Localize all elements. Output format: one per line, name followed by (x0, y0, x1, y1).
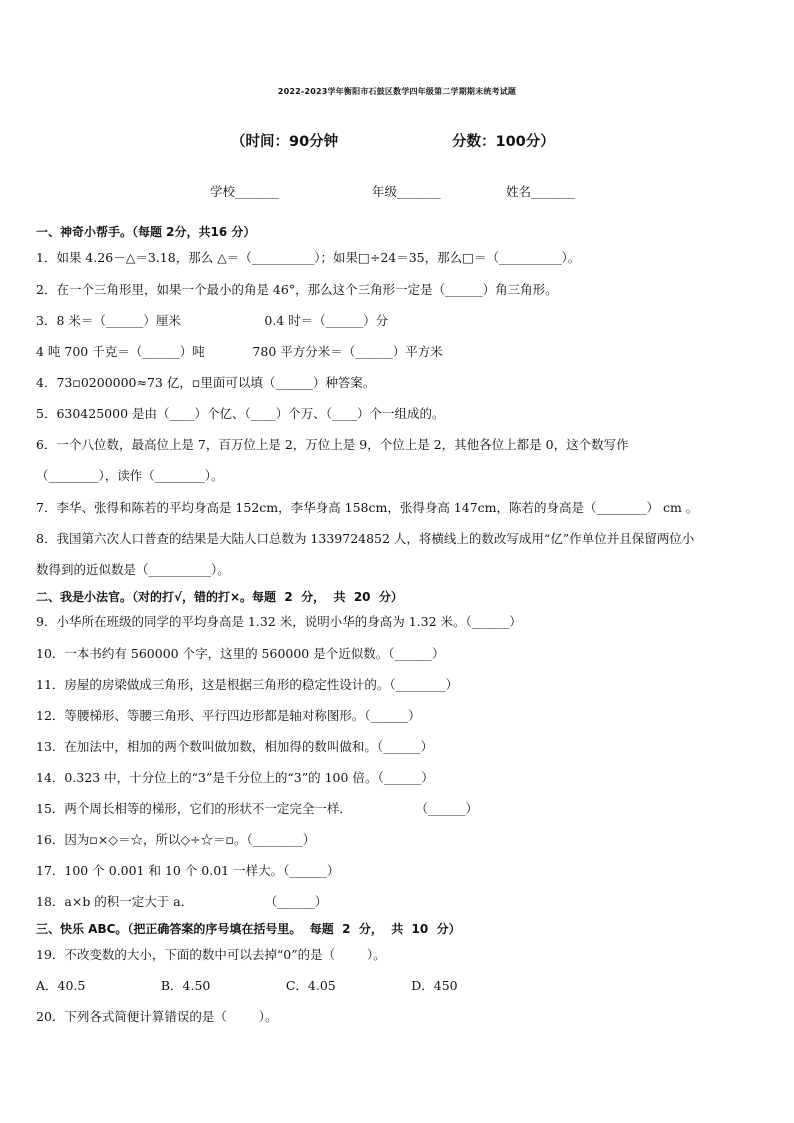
grade-field[interactable]: 年级_______ (372, 184, 441, 199)
exam-time: （时间：90分钟 (231, 134, 339, 150)
question-13: 13．在加法中，相加的两个数叫做加数，相加得的数叫做和。（______） (36, 739, 434, 754)
question-3: 3．8 米＝（______）厘米 0.4 时＝（______）分 (36, 313, 389, 328)
question-8-cont: 数得到的近似数是（__________）。 (36, 562, 230, 577)
question-10: 10．一本书约有 560000 个字，这里的 560000 是个近似数。（______） (36, 646, 445, 661)
question-19: 19．不改变数的大小，下面的数中可以去掉“0”的是（ ）。 (36, 947, 386, 962)
question-2: 2．在一个三角形里，如果一个最小的角是 46°，那么这个三角形一定是（______）角三角形。 (36, 282, 558, 297)
section-2-heading: 二、我是小法官。（对的打√，错的打×。每题 2 分， 共 20 分） (36, 590, 403, 604)
question-5: 5．630425000 是由（____）个亿、（____）个万、（____）个一组成的。 (36, 406, 445, 421)
question-1: 1．如果 4.26－△＝3.18，那么 △＝（__________）；如果□÷24＝35，那么□＝（__________）。 (36, 250, 581, 265)
question-15: 15．两个周长相等的梯形，它们的形状不一定完全一样． （______） (36, 801, 478, 816)
exam-score: 分数：100分） (452, 134, 555, 150)
school-field[interactable]: 学校_______ (210, 184, 279, 199)
name-field[interactable]: 姓名_______ (506, 184, 575, 199)
question-14: 14．0.323 中，十分位上的“3”是千分位上的“3”的 100 倍。（______） (36, 770, 434, 785)
section-3-heading: 三、快乐 ABC。（把正确答案的序号填在括号里。 每题 2 分， 共 10 分） (36, 922, 461, 936)
question-6-cont: （________），读作（________）。 (36, 468, 224, 483)
section-1-heading: 一、神奇小帮手。（每题 2分，共16 分） (36, 225, 256, 239)
question-20: 20．下列各式简便计算错误的是（ ）。 (36, 1009, 278, 1024)
question-4: 4．73▫0200000≈73 亿，▫里面可以填（______）种答案。 (36, 375, 376, 390)
question-16: 16．因为▫×◇＝☆，所以◇÷☆＝▫。（________） (36, 832, 316, 847)
exam-title: 2022-2023学年衡阳市石鼓区数学四年级第二学期期末统考试题 (277, 87, 517, 96)
question-8: 8．我国第六次人口普查的结果是大陆人口总数为 1339724852 人，将横线上的数改写成用“亿”作单位并且保留两位小 (36, 531, 695, 546)
question-3-cont: 4 吨 700 千克＝（______）吨 780 平方分米＝（______）平方米 (36, 344, 443, 359)
question-18: 18．a×b 的积一定大于 a． （______） (36, 894, 328, 909)
question-11: 11．房屋的房梁做成三角形，这是根据三角形的稳定性设计的。（________） (36, 677, 459, 692)
question-17: 17．100 个 0.001 和 10 个 0.01 一样大。（______） (36, 863, 340, 878)
question-7: 7．李华、张得和陈若的平均身高是 152cm，李华身高 158cm，张得身高 147cm，陈若的身高是（________） cm 。 (36, 500, 699, 515)
question-12: 12．等腰梯形、等腰三角形、平行四边形都是轴对称图形。（______） (36, 708, 421, 723)
question-19-options: A．40.5 B．4.50 C．4.05 D．450 (36, 978, 458, 993)
question-9: 9．小华所在班级的同学的平均身高是 1.32 米，说明小华的身高为 1.32 米。（______） (36, 614, 522, 629)
question-6: 6．一个八位数，最高位上是 7，百万位上是 2，万位上是 9，个位上是 2，其他各位上都是 0，这个数写作 (36, 437, 629, 452)
